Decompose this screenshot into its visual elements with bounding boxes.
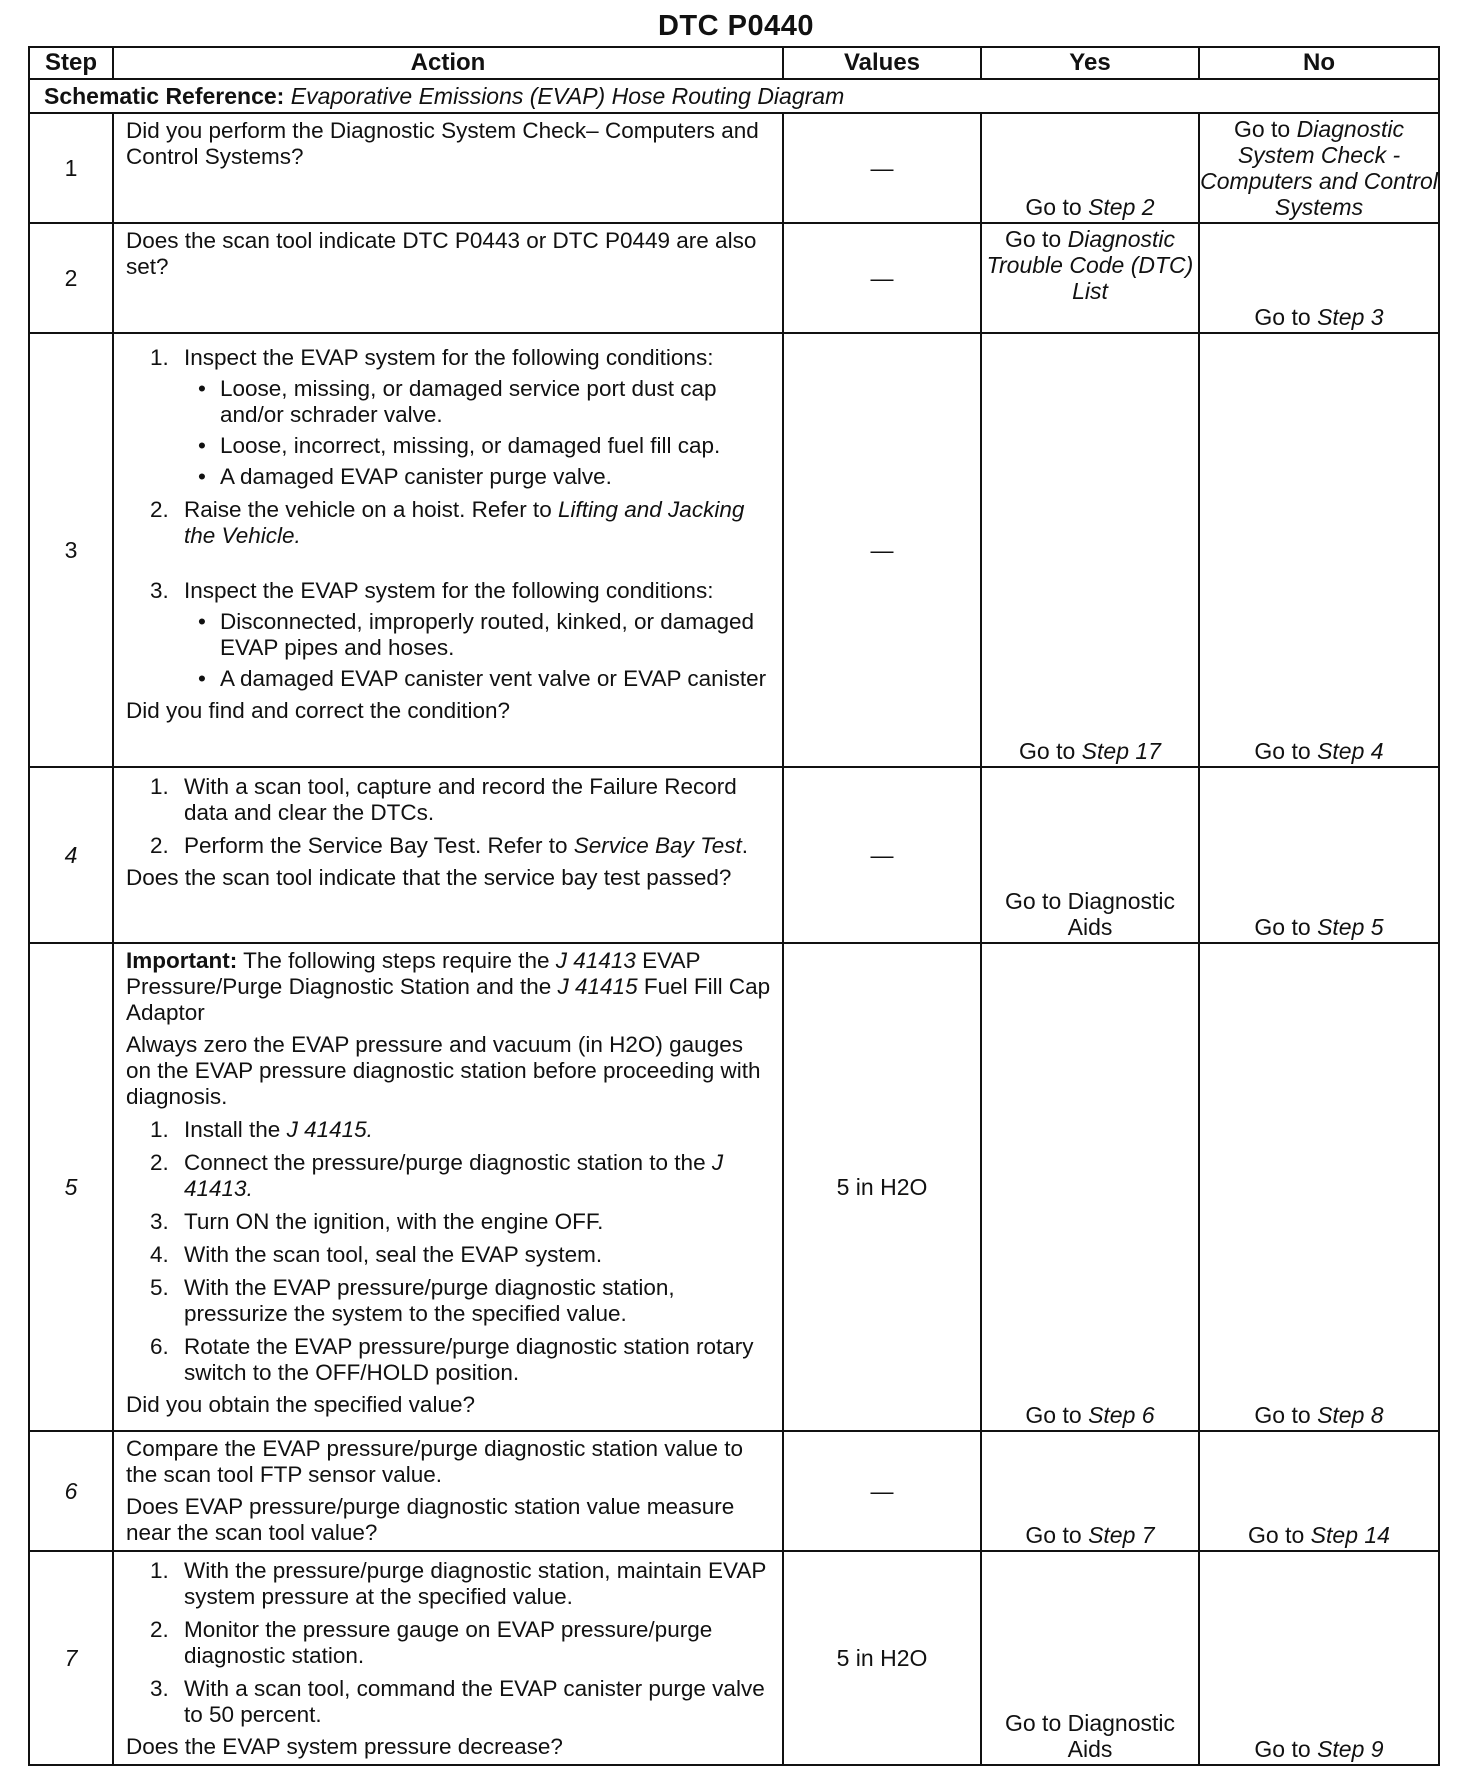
table-row <box>29 223 1439 333</box>
no-cell <box>1199 333 1439 767</box>
yes-prefix: Go to <box>1004 226 1062 252</box>
step-number: 7 <box>29 1551 113 1765</box>
no-cell <box>1199 1551 1439 1765</box>
table-row <box>29 943 1439 1431</box>
value-cell: — <box>783 767 981 943</box>
yes-cell <box>981 333 1199 767</box>
no-link[interactable]: Diagnostic System Check - Computers and Control Systems <box>1200 116 1438 220</box>
no-link[interactable]: Step 14 <box>1310 1522 1390 1548</box>
procedure-link[interactable]: Service Bay Test <box>573 833 742 858</box>
important-label: Important: <box>126 948 238 973</box>
yes-cell <box>981 113 1199 223</box>
schematic-reference-row <box>29 79 1439 113</box>
header-yes: Yes <box>981 47 1199 79</box>
bullet-item: • Loose, missing, or damaged service port dust cap and/or schrader valve. <box>198 376 717 427</box>
header-step: Step <box>29 47 113 79</box>
no-link[interactable]: Step 4 <box>1317 738 1384 764</box>
table-header-row <box>29 47 1439 79</box>
procedure-link[interactable]: Lifting and Jacking the Vehicle. <box>184 497 745 548</box>
yes-cell <box>981 1431 1199 1551</box>
document-title: DTC P0440 <box>657 10 814 42</box>
yes-link[interactable]: Step 7 <box>1088 1522 1155 1548</box>
schematic-link[interactable]: Evaporative Emissions (EVAP) Hose Routing Diagram <box>290 82 845 109</box>
list-item: 1. With a scan tool, capture and record the Failure Record data and clear the DTCs. <box>150 774 737 825</box>
step-number: 1 <box>29 113 113 223</box>
value-cell: — <box>783 223 981 333</box>
value-cell: — <box>783 333 981 767</box>
important-note: Important: The following steps require the J 41413 EVAP Pressure/Purge Diagnostic Station and the J 41415 Fuel Fill Cap Adaptor <box>126 948 771 1025</box>
header-action: Action <box>113 47 783 79</box>
yes-prefix: Go to <box>1025 194 1082 220</box>
list-item: 2. Perform the Service Bay Test. Refer to Service Bay Test. <box>150 833 749 858</box>
table-row <box>29 333 1439 767</box>
no-prefix: Go to <box>1254 1402 1311 1428</box>
no-cell <box>1199 113 1439 223</box>
step-number: 4 <box>29 767 113 943</box>
yes-link[interactable]: Step 17 <box>1081 738 1161 764</box>
action-question: Does the EVAP system pressure decrease? <box>126 1734 563 1759</box>
table-row <box>29 1431 1439 1551</box>
step-number: 6 <box>29 1431 113 1551</box>
action-question: Does EVAP pressure/purge diagnostic station value measure near the scan tool value? <box>126 1494 735 1545</box>
step-number: 5 <box>29 943 113 1431</box>
tool-link[interactable]: J 41413. <box>184 1150 724 1201</box>
bullet-item: • A damaged EVAP canister purge valve. <box>198 464 612 489</box>
action-cell <box>113 333 783 767</box>
note-paragraph: Always zero the EVAP pressure and vacuum (in H2O) gauges on the EVAP pressure diagnostic station before proceeding with diagnosis. <box>126 1032 761 1109</box>
tool-link[interactable]: J 41413 <box>555 948 636 973</box>
action-paragraph: Compare the EVAP pressure/purge diagnostic station value to the scan tool FTP sensor value. <box>126 1436 744 1487</box>
yes-cell <box>981 223 1199 333</box>
dtc-table <box>28 46 1440 1766</box>
no-prefix: Go to <box>1254 1736 1311 1762</box>
list-item: 2. Monitor the pressure gauge on EVAP pressure/purge diagnostic station. <box>150 1617 713 1668</box>
list-item: 3. Turn ON the ignition, with the engine OFF. <box>150 1209 604 1234</box>
yes-cell[interactable]: Go to Diagnostic Aids <box>981 767 1199 943</box>
action-question: Did you find and correct the condition? <box>126 698 510 723</box>
value-cell: — <box>783 1431 981 1551</box>
value-cell: 5 in H2O <box>783 1551 981 1765</box>
list-item: 1. Inspect the EVAP system for the following conditions: <box>150 345 714 370</box>
list-item: 4. With the scan tool, seal the EVAP system. <box>150 1242 603 1267</box>
table-row <box>29 767 1439 943</box>
no-link[interactable]: Step 5 <box>1317 914 1384 940</box>
schematic-label: Schematic Reference: <box>44 82 285 109</box>
no-cell <box>1199 767 1439 943</box>
action-question: Did you perform the Diagnostic System Check– Computers and Control Systems? <box>126 118 759 169</box>
list-item: 3. Inspect the EVAP system for the following conditions: <box>150 578 714 603</box>
no-cell <box>1199 223 1439 333</box>
list-item: 5. With the EVAP pressure/purge diagnostic station, pressurize the system to the specified value. <box>150 1275 675 1326</box>
list-item: 3. With a scan tool, command the EVAP canister purge valve to 50 percent. <box>150 1676 765 1727</box>
schematic-reference <box>29 79 1439 113</box>
header-no: No <box>1199 47 1439 79</box>
header-values: Values <box>783 47 981 79</box>
table-row <box>29 1551 1439 1765</box>
no-cell <box>1199 943 1439 1431</box>
yes-prefix: Go to <box>1019 738 1076 764</box>
action-question: Did you obtain the specified value? <box>126 1392 475 1417</box>
no-link[interactable]: Step 9 <box>1317 1736 1384 1762</box>
yes-prefix: Go to <box>1025 1402 1082 1428</box>
no-prefix: Go to <box>1254 914 1311 940</box>
action-cell <box>113 767 783 943</box>
action-cell <box>113 1431 783 1551</box>
action-cell <box>113 1551 783 1765</box>
no-link[interactable]: Step 8 <box>1317 1402 1384 1428</box>
tool-link[interactable]: J 41415. <box>286 1117 373 1142</box>
yes-link[interactable]: Diagnostic Trouble Code (DTC) List <box>986 226 1194 304</box>
action-cell <box>113 113 783 223</box>
yes-prefix: Go to <box>1025 1522 1082 1548</box>
action-question: Does the scan tool indicate that the service bay test passed? <box>126 865 732 890</box>
bullet-item: • A damaged EVAP canister vent valve or EVAP canister <box>198 666 767 691</box>
step-number: 3 <box>29 333 113 767</box>
tool-link[interactable]: J 41415 <box>557 974 638 999</box>
list-item: 1. With the pressure/purge diagnostic station, maintain EVAP system pressure at the specified value. <box>150 1558 766 1609</box>
no-prefix: Go to <box>1248 1522 1305 1548</box>
bullet-item: • Disconnected, improperly routed, kinked, or damaged EVAP pipes and hoses. <box>198 609 755 660</box>
no-prefix: Go to <box>1254 304 1311 330</box>
yes-link[interactable]: Step 6 <box>1088 1402 1155 1428</box>
yes-cell <box>981 943 1199 1431</box>
yes-cell[interactable]: Go to Diagnostic Aids <box>981 1551 1199 1765</box>
table-row <box>29 113 1439 223</box>
value-cell: 5 in H2O <box>783 943 981 1431</box>
action-cell <box>113 223 783 333</box>
value-cell: — <box>783 113 981 223</box>
bullet-item: • Loose, incorrect, missing, or damaged fuel fill cap. <box>198 433 721 458</box>
no-cell <box>1199 1431 1439 1551</box>
no-prefix: Go to <box>1233 116 1291 142</box>
list-item: 2. Connect the pressure/purge diagnostic station to the J 41413. <box>150 1150 724 1201</box>
list-item: 6. Rotate the EVAP pressure/purge diagnostic station rotary switch to the OFF/HOLD position. <box>150 1334 754 1385</box>
action-question: Does the scan tool indicate DTC P0443 or DTC P0449 are also set? <box>126 228 757 279</box>
yes-link[interactable]: Step 2 <box>1088 194 1155 220</box>
step-number: 2 <box>29 223 113 333</box>
list-item: 2. Raise the vehicle on a hoist. Refer to Lifting and Jacking the Vehicle. <box>150 497 745 548</box>
no-prefix: Go to <box>1254 738 1311 764</box>
no-link[interactable]: Step 3 <box>1317 304 1384 330</box>
list-item: 1. Install the J 41415. <box>150 1117 373 1142</box>
action-cell <box>113 943 783 1431</box>
